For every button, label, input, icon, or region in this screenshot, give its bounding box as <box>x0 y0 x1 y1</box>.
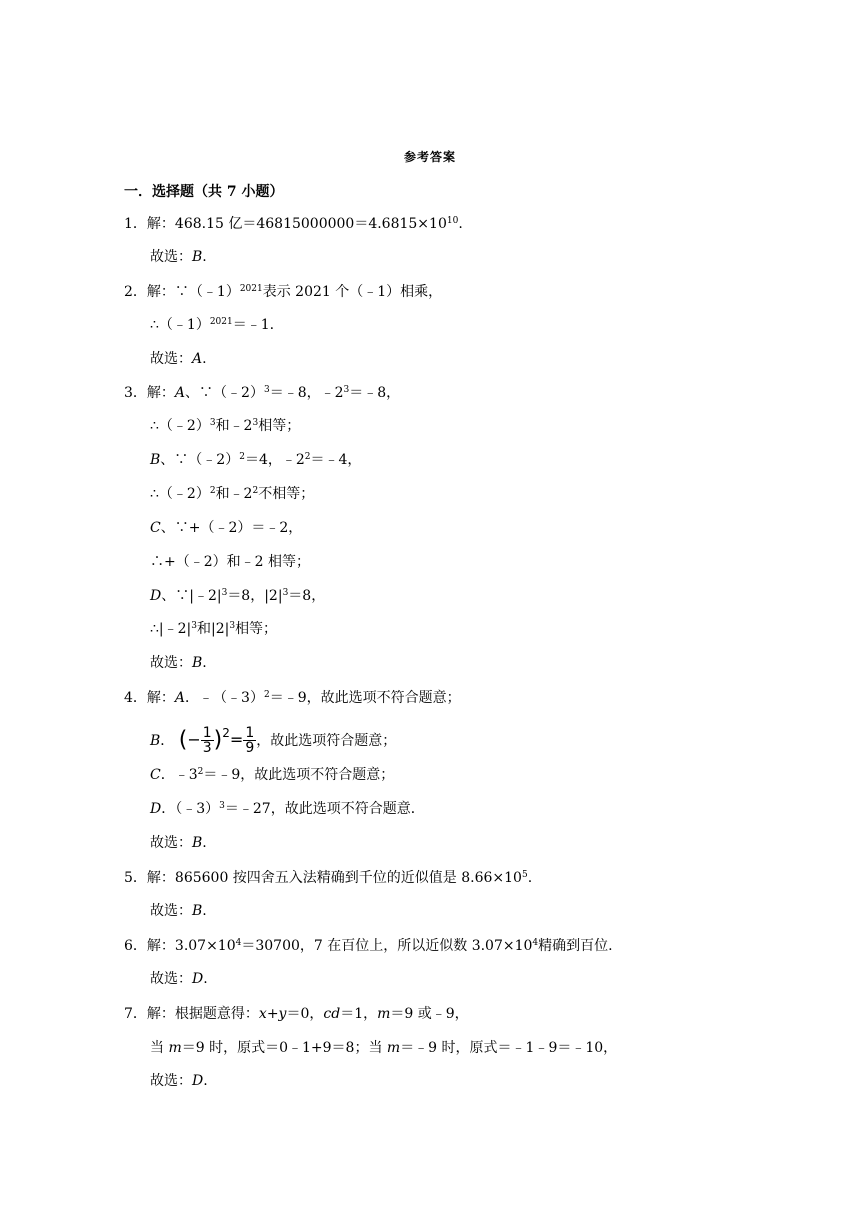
q5-answer: 故选：B. <box>150 903 207 919</box>
q3-option-b-conclusion: ∴（﹣2）$^2$和$﹣2^2$不相等； <box>150 486 315 502</box>
q1-answer: 故选：B. <box>150 249 207 265</box>
q3-option-d-conclusion: $\therefore|﹣2|^3$和$|2|^3$相等； <box>150 621 278 637</box>
q4-option-b: B． (− $\frac{1}{3}$ )$^2$= $\frac{1}{9}$ ，故此选项符合题意； <box>150 725 397 756</box>
q4-option-d: D．（﹣3）$^3$＝﹣27，故此选项不符合题意． <box>150 801 425 817</box>
q6-answer: 故选：D. <box>150 971 208 987</box>
q3-option-b: B、∵（﹣2）$^2$＝4，$﹣2^2=﹣4$， <box>150 452 362 468</box>
q4-option-c: C．$﹣3^2=﹣9$，故此选项不符合题意； <box>150 767 395 783</box>
q7-answer: 故选：D. <box>150 1073 208 1089</box>
q5-solution: 5．解：865600 按四舍五入法精确到千位的近似值是 $8.66\times 10^5$. <box>124 870 533 886</box>
page-title: 参考答案 <box>403 150 456 164</box>
q2-solution: 2．解：∵（﹣1）$^{2021}$表示 2021 个（﹣1）相乘， <box>124 284 443 300</box>
fraction-expression: (− $\frac{1}{3}$ )$^2$= $\frac{1}{9}$ <box>178 725 255 756</box>
q3-answer: 故选：B. <box>150 655 207 671</box>
q7-solution: 7．解：根据题意得：x+y＝0，cd＝1，m＝9 或﹣9， <box>124 1006 469 1022</box>
q1-solution: 1．解：468.15 亿$=46815000000=4.6815\times 10^{10}$. <box>124 216 463 232</box>
q7-calculation: 当 m＝9 时，原式＝0﹣1+9＝8；当 m＝﹣9 时，原式＝﹣1﹣9＝﹣10， <box>150 1040 618 1056</box>
q3-option-c-conclusion: ∴+（﹣2）和﹣2 相等； <box>150 554 310 570</box>
q3-option-c: C、∵+（﹣2）＝﹣2， <box>150 520 303 536</box>
q4-answer: 故选：B. <box>150 835 207 851</box>
q4-option-a: 4．解：A．﹣（﹣3）$^2$＝﹣9，故此选项不符合题意； <box>124 690 461 706</box>
q3-option-a-conclusion: ∴（﹣2）$^3$和$﹣2^3$相等； <box>150 418 301 434</box>
q3-option-d: D、$\because|﹣2|^3=8$，$|2|^3=8$， <box>150 588 326 604</box>
q6-solution: 6．解：$3.07\times 10^4=30700$，7 在百位上，所以近似数 $3.07\times 10^4$精确到百位. <box>124 938 613 954</box>
section-heading: 一．选择题（共 7 小题） <box>124 184 284 200</box>
q2-conclusion: ∴（﹣1）$^{2021}$＝﹣1. <box>150 317 275 333</box>
q3-option-a: 3．解：A、∵（﹣2）$^3$＝﹣8，$﹣2^3=﹣8$， <box>124 385 401 401</box>
q2-answer: 故选：A. <box>150 351 207 367</box>
